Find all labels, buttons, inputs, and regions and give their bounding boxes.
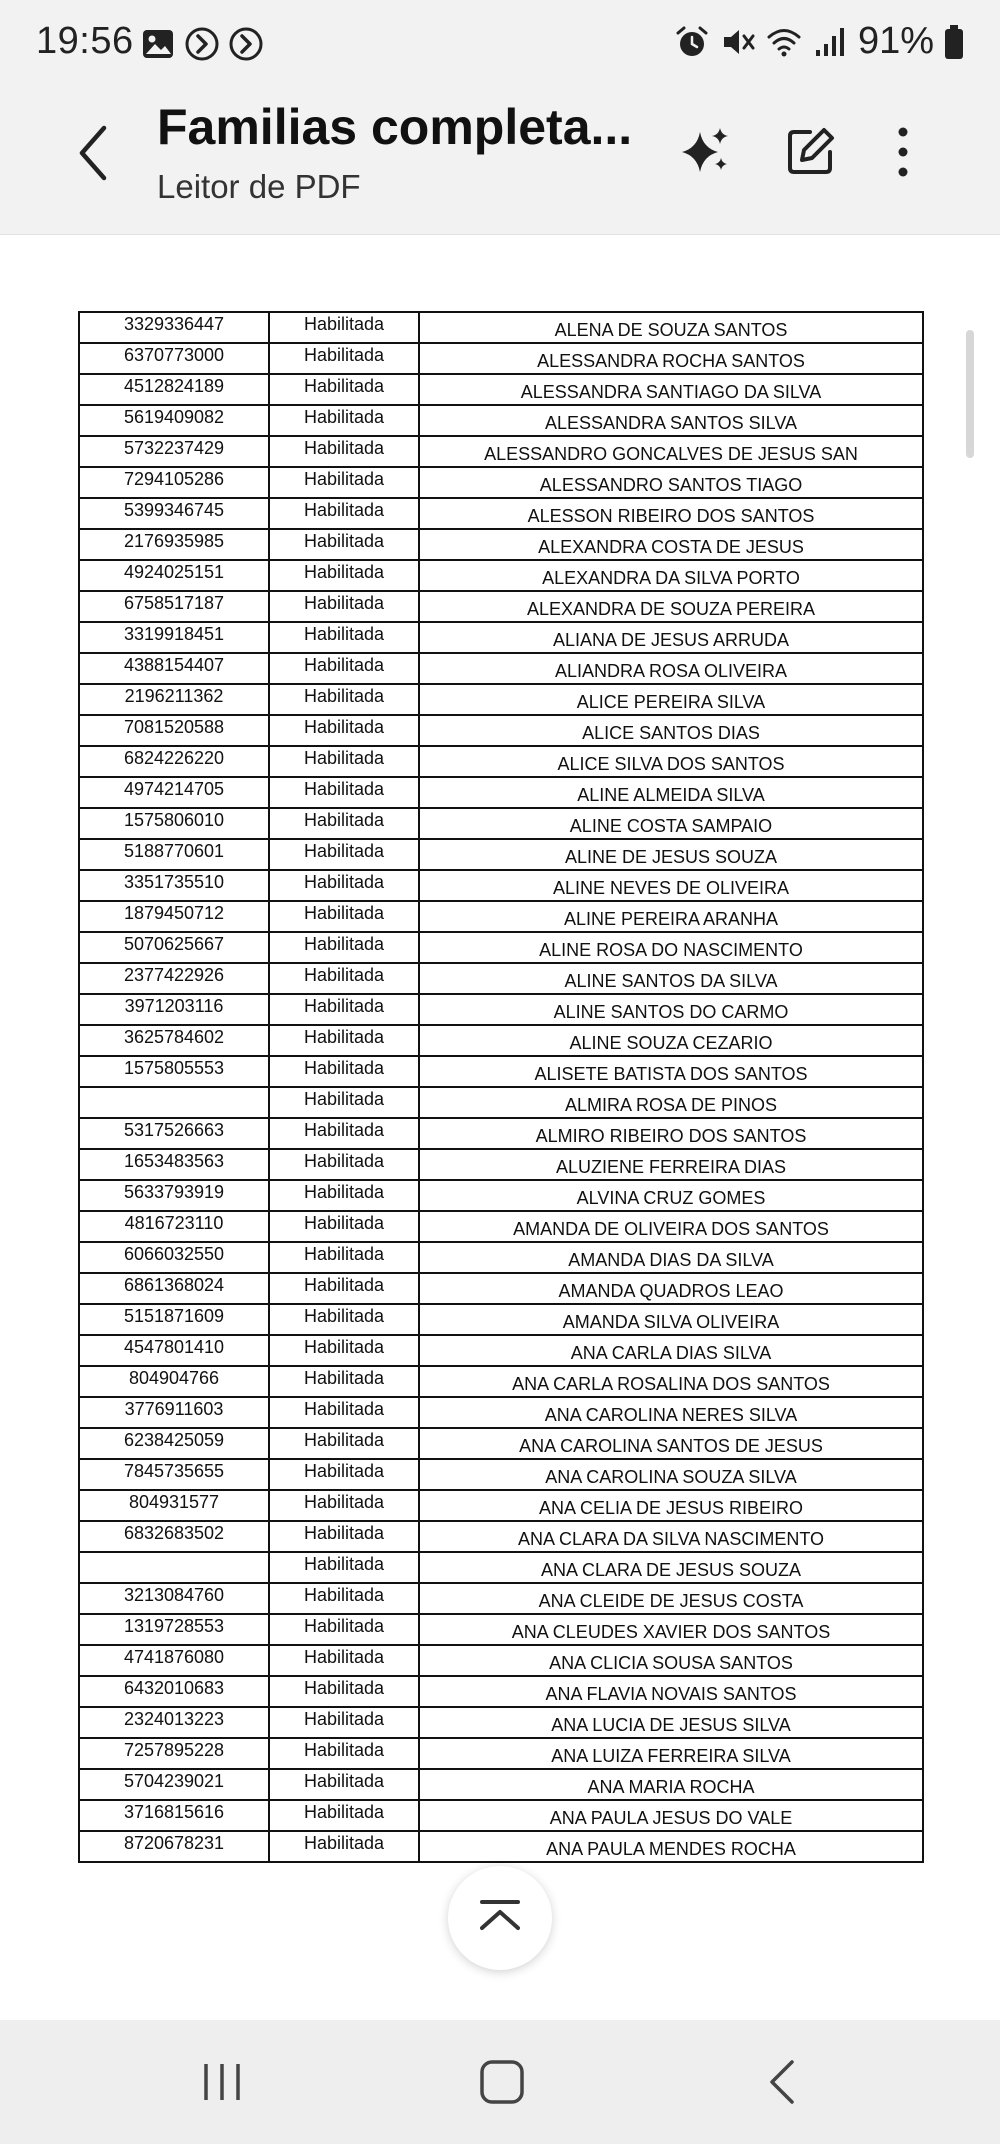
row-id-cell: 5704239021	[79, 1769, 269, 1800]
row-status-cell: Habilitada	[269, 1738, 419, 1769]
row-name-cell: ALVINA CRUZ GOMES	[419, 1180, 923, 1211]
table-row	[79, 1428, 923, 1459]
scroll-to-top-button[interactable]	[448, 1866, 552, 1970]
row-status-cell: Habilitada	[269, 746, 419, 777]
row-status-cell: Habilitada	[269, 1366, 419, 1397]
row-id-cell: 6066032550	[79, 1242, 269, 1273]
table-row	[79, 870, 923, 901]
row-status-cell: Habilitada	[269, 1831, 419, 1862]
table-row	[79, 560, 923, 591]
row-id-cell: 3971203116	[79, 994, 269, 1025]
row-status-cell: Habilitada	[269, 1335, 419, 1366]
table-row	[79, 1118, 923, 1149]
row-id-cell: 3319918451	[79, 622, 269, 653]
table-row	[79, 591, 923, 622]
row-id-cell: 5317526663	[79, 1118, 269, 1149]
row-status-cell: Habilitada	[269, 374, 419, 405]
scroll-to-top-icon	[448, 1866, 552, 1970]
row-id-cell: 804904766	[79, 1366, 269, 1397]
row-name-cell: ALESSANDRO GONCALVES DE JESUS SAN	[419, 436, 923, 467]
row-status-cell: Habilitada	[269, 653, 419, 684]
row-id-cell: 4547801410	[79, 1335, 269, 1366]
document-title: Familias completa...	[157, 99, 633, 155]
row-status-cell: Habilitada	[269, 467, 419, 498]
row-id-cell: 6432010683	[79, 1676, 269, 1707]
row-id-cell: 5633793919	[79, 1180, 269, 1211]
row-id-cell: 4388154407	[79, 653, 269, 684]
row-id-cell: 6758517187	[79, 591, 269, 622]
recents-icon[interactable]	[192, 2052, 252, 2112]
row-id-cell	[79, 1552, 269, 1583]
row-name-cell: ALEXANDRA DA SILVA PORTO	[419, 560, 923, 591]
row-name-cell: ALINE COSTA SAMPAIO	[419, 808, 923, 839]
row-status-cell: Habilitada	[269, 622, 419, 653]
row-status-cell: Habilitada	[269, 839, 419, 870]
row-status-cell: Habilitada	[269, 1800, 419, 1831]
row-status-cell: Habilitada	[269, 529, 419, 560]
table-row	[79, 1614, 923, 1645]
row-status-cell: Habilitada	[269, 715, 419, 746]
row-id-cell: 6824226220	[79, 746, 269, 777]
row-id-cell: 3625784602	[79, 1025, 269, 1056]
row-name-cell: ALESSANDRA SANTOS SILVA	[419, 405, 923, 436]
status-left-icons	[140, 26, 264, 62]
table-row	[79, 1056, 923, 1087]
row-status-cell: Habilitada	[269, 1583, 419, 1614]
row-id-cell: 3776911603	[79, 1397, 269, 1428]
row-id-cell: 7845735655	[79, 1459, 269, 1490]
row-name-cell: ANA CARLA DIAS SILVA	[419, 1335, 923, 1366]
table-row	[79, 839, 923, 870]
row-name-cell: ANA LUCIA DE JESUS SILVA	[419, 1707, 923, 1738]
nav-bar	[0, 2020, 1000, 2144]
row-name-cell: ALINE NEVES DE OLIVEIRA	[419, 870, 923, 901]
row-status-cell: Habilitada	[269, 560, 419, 591]
row-status-cell: Habilitada	[269, 1521, 419, 1552]
row-status-cell: Habilitada	[269, 1428, 419, 1459]
row-status-cell: Habilitada	[269, 1614, 419, 1645]
table-row	[79, 467, 923, 498]
table-row	[79, 1521, 923, 1552]
table-row	[79, 498, 923, 529]
row-name-cell: ANA CLEIDE DE JESUS COSTA	[419, 1583, 923, 1614]
row-name-cell: ALINE SANTOS DO CARMO	[419, 994, 923, 1025]
table-row	[79, 1459, 923, 1490]
row-id-cell: 2176935985	[79, 529, 269, 560]
table-row	[79, 808, 923, 839]
row-id-cell: 2377422926	[79, 963, 269, 994]
table-row	[79, 622, 923, 653]
row-status-cell: Habilitada	[269, 1645, 419, 1676]
row-name-cell: ALICE PEREIRA SILVA	[419, 684, 923, 715]
row-status-cell: Habilitada	[269, 436, 419, 467]
row-name-cell: ALENA DE SOUZA SANTOS	[419, 312, 923, 343]
row-name-cell: ALICE SANTOS DIAS	[419, 715, 923, 746]
row-name-cell: ALINE ALMEIDA SILVA	[419, 777, 923, 808]
table-row	[79, 1087, 923, 1118]
table-row	[79, 901, 923, 932]
table-row	[79, 746, 923, 777]
row-status-cell: Habilitada	[269, 1087, 419, 1118]
row-status-cell: Habilitada	[269, 1025, 419, 1056]
alarm-icon	[674, 24, 710, 60]
row-status-cell: Habilitada	[269, 870, 419, 901]
home-icon[interactable]	[472, 2052, 532, 2112]
row-id-cell: 5619409082	[79, 405, 269, 436]
row-status-cell: Habilitada	[269, 405, 419, 436]
table-row	[79, 1397, 923, 1428]
table-row	[79, 1490, 923, 1521]
row-name-cell: ANA CLARA DA SILVA NASCIMENTO	[419, 1521, 923, 1552]
row-id-cell: 5151871609	[79, 1304, 269, 1335]
status-right	[674, 20, 964, 63]
row-status-cell: Habilitada	[269, 1056, 419, 1087]
row-id-cell: 7081520588	[79, 715, 269, 746]
row-name-cell: ANA PAULA JESUS DO VALE	[419, 1800, 923, 1831]
row-name-cell: AMANDA DE OLIVEIRA DOS SANTOS	[419, 1211, 923, 1242]
row-status-cell: Habilitada	[269, 1552, 419, 1583]
families-table	[78, 311, 924, 1863]
row-status-cell: Habilitada	[269, 591, 419, 622]
row-name-cell: ALESSON RIBEIRO DOS SANTOS	[419, 498, 923, 529]
back-arrow-icon[interactable]	[70, 120, 120, 186]
table-row	[79, 436, 923, 467]
row-id-cell: 5188770601	[79, 839, 269, 870]
row-id-cell: 8720678231	[79, 1831, 269, 1862]
wifi-icon	[766, 24, 802, 60]
row-status-cell: Habilitada	[269, 932, 419, 963]
row-name-cell: ANA CAROLINA NERES SILVA	[419, 1397, 923, 1428]
row-id-cell: 2324013223	[79, 1707, 269, 1738]
row-name-cell: AMANDA QUADROS LEAO	[419, 1273, 923, 1304]
row-status-cell: Habilitada	[269, 1211, 419, 1242]
row-name-cell: ALIANDRA ROSA OLIVEIRA	[419, 653, 923, 684]
row-name-cell: ANA CLEUDES XAVIER DOS SANTOS	[419, 1614, 923, 1645]
row-name-cell: ANA CAROLINA SANTOS DE JESUS	[419, 1428, 923, 1459]
row-status-cell: Habilitada	[269, 777, 419, 808]
row-status-cell: Habilitada	[269, 1490, 419, 1521]
table-row	[79, 1676, 923, 1707]
row-id-cell: 3351735510	[79, 870, 269, 901]
row-id-cell: 1879450712	[79, 901, 269, 932]
row-name-cell: ALEXANDRA DE SOUZA PEREIRA	[419, 591, 923, 622]
row-id-cell: 4741876080	[79, 1645, 269, 1676]
row-id-cell: 7257895228	[79, 1738, 269, 1769]
row-id-cell: 1319728553	[79, 1614, 269, 1645]
row-name-cell: ANA MARIA ROCHA	[419, 1769, 923, 1800]
table-row	[79, 1645, 923, 1676]
table-row	[79, 1025, 923, 1056]
table-row	[79, 1831, 923, 1862]
row-id-cell: 4816723110	[79, 1211, 269, 1242]
table-row	[79, 932, 923, 963]
row-status-cell: Habilitada	[269, 994, 419, 1025]
row-id-cell: 5399346745	[79, 498, 269, 529]
row-id-cell: 4924025151	[79, 560, 269, 591]
status-bar	[0, 0, 1000, 88]
row-name-cell: ANA CARLA ROSALINA DOS SANTOS	[419, 1366, 923, 1397]
row-id-cell: 3213084760	[79, 1583, 269, 1614]
image-icon	[140, 26, 176, 62]
row-status-cell: Habilitada	[269, 1304, 419, 1335]
pdf-viewport[interactable]	[0, 235, 1000, 2020]
row-id-cell: 5070625667	[79, 932, 269, 963]
row-status-cell: Habilitada	[269, 498, 419, 529]
table-row	[79, 405, 923, 436]
table-row	[79, 1738, 923, 1769]
table-row	[79, 777, 923, 808]
row-name-cell: ANA LUIZA FERREIRA SILVA	[419, 1738, 923, 1769]
table-row	[79, 1769, 923, 1800]
row-status-cell: Habilitada	[269, 1180, 419, 1211]
table-row	[79, 312, 923, 343]
table-row	[79, 653, 923, 684]
table-row	[79, 1552, 923, 1583]
row-name-cell: ANA PAULA MENDES ROCHA	[419, 1831, 923, 1862]
row-id-cell	[79, 1087, 269, 1118]
row-status-cell: Habilitada	[269, 1707, 419, 1738]
row-id-cell: 3716815616	[79, 1800, 269, 1831]
row-status-cell: Habilitada	[269, 343, 419, 374]
row-name-cell: ANA CLICIA SOUSA SANTOS	[419, 1645, 923, 1676]
row-name-cell: ALEXANDRA COSTA DE JESUS	[419, 529, 923, 560]
table-row	[79, 1273, 923, 1304]
row-status-cell: Habilitada	[269, 1242, 419, 1273]
battery-icon	[944, 25, 964, 59]
table-row	[79, 994, 923, 1025]
row-id-cell: 804931577	[79, 1490, 269, 1521]
play-circle-icon	[228, 26, 264, 62]
table-row	[79, 1707, 923, 1738]
document-subtitle: Leitor de PDF	[157, 168, 361, 205]
row-name-cell: ALMIRO RIBEIRO DOS SANTOS	[419, 1118, 923, 1149]
table-row	[79, 1800, 923, 1831]
table-row	[79, 374, 923, 405]
back-icon[interactable]	[754, 2052, 814, 2112]
row-status-cell: Habilitada	[269, 1149, 419, 1180]
row-id-cell: 3329336447	[79, 312, 269, 343]
row-id-cell: 7294105286	[79, 467, 269, 498]
row-id-cell: 1575806010	[79, 808, 269, 839]
table-row	[79, 715, 923, 746]
row-name-cell: ANA CAROLINA SOUZA SILVA	[419, 1459, 923, 1490]
table-row	[79, 1149, 923, 1180]
row-status-cell: Habilitada	[269, 1676, 419, 1707]
row-status-cell: Habilitada	[269, 1769, 419, 1800]
app-bar	[0, 88, 1000, 235]
row-name-cell: ALESSANDRA SANTIAGO DA SILVA	[419, 374, 923, 405]
row-id-cell: 6370773000	[79, 343, 269, 374]
row-name-cell: ALIANA DE JESUS ARRUDA	[419, 622, 923, 653]
scrollbar-thumb[interactable]	[966, 330, 974, 458]
row-name-cell: ANA FLAVIA NOVAIS SANTOS	[419, 1676, 923, 1707]
table-row	[79, 963, 923, 994]
row-status-cell: Habilitada	[269, 963, 419, 994]
row-name-cell: ALINE PEREIRA ARANHA	[419, 901, 923, 932]
signal-icon	[812, 24, 848, 60]
row-status-cell: Habilitada	[269, 1459, 419, 1490]
row-id-cell: 4512824189	[79, 374, 269, 405]
row-name-cell: ALUZIENE FERREIRA DIAS	[419, 1149, 923, 1180]
row-status-cell: Habilitada	[269, 1273, 419, 1304]
row-status-cell: Habilitada	[269, 1118, 419, 1149]
battery-percent: 91%	[857, 20, 934, 62]
row-id-cell: 4974214705	[79, 777, 269, 808]
row-name-cell: ALICE SILVA DOS SANTOS	[419, 746, 923, 777]
row-name-cell: ALISETE BATISTA DOS SANTOS	[419, 1056, 923, 1087]
row-name-cell: ALINE SOUZA CEZARIO	[419, 1025, 923, 1056]
mute-icon	[720, 24, 756, 60]
row-name-cell: ANA CLARA DE JESUS SOUZA	[419, 1552, 923, 1583]
table-row	[79, 684, 923, 715]
status-time: 19:56	[36, 20, 134, 62]
edit-icon[interactable]	[784, 124, 838, 178]
row-name-cell: AMANDA SILVA OLIVEIRA	[419, 1304, 923, 1335]
row-status-cell: Habilitada	[269, 808, 419, 839]
row-name-cell: ALESSANDRA ROCHA SANTOS	[419, 343, 923, 374]
table-row	[79, 1583, 923, 1614]
table-row	[79, 1242, 923, 1273]
row-id-cell: 6832683502	[79, 1521, 269, 1552]
row-name-cell: ALESSANDRO SANTOS TIAGO	[419, 467, 923, 498]
table-row	[79, 1366, 923, 1397]
row-status-cell: Habilitada	[269, 1397, 419, 1428]
row-name-cell: ALMIRA ROSA DE PINOS	[419, 1087, 923, 1118]
row-id-cell: 6861368024	[79, 1273, 269, 1304]
play-circle-icon	[184, 26, 220, 62]
table-body	[79, 312, 923, 1862]
row-status-cell: Habilitada	[269, 684, 419, 715]
row-id-cell: 6238425059	[79, 1428, 269, 1459]
row-id-cell: 1575805553	[79, 1056, 269, 1087]
table-row	[79, 529, 923, 560]
table-row	[79, 343, 923, 374]
table-row	[79, 1335, 923, 1366]
row-id-cell: 5732237429	[79, 436, 269, 467]
table-row	[79, 1211, 923, 1242]
more-vert-icon[interactable]	[888, 124, 918, 180]
sparkle-icon[interactable]	[680, 126, 732, 178]
row-id-cell: 1653483563	[79, 1149, 269, 1180]
row-status-cell: Habilitada	[269, 901, 419, 932]
row-status-cell: Habilitada	[269, 312, 419, 343]
row-name-cell: ANA CELIA DE JESUS RIBEIRO	[419, 1490, 923, 1521]
table-row	[79, 1180, 923, 1211]
row-name-cell: AMANDA DIAS DA SILVA	[419, 1242, 923, 1273]
row-name-cell: ALINE DE JESUS SOUZA	[419, 839, 923, 870]
row-id-cell: 2196211362	[79, 684, 269, 715]
table-row	[79, 1304, 923, 1335]
row-name-cell: ALINE ROSA DO NASCIMENTO	[419, 932, 923, 963]
row-name-cell: ALINE SANTOS DA SILVA	[419, 963, 923, 994]
